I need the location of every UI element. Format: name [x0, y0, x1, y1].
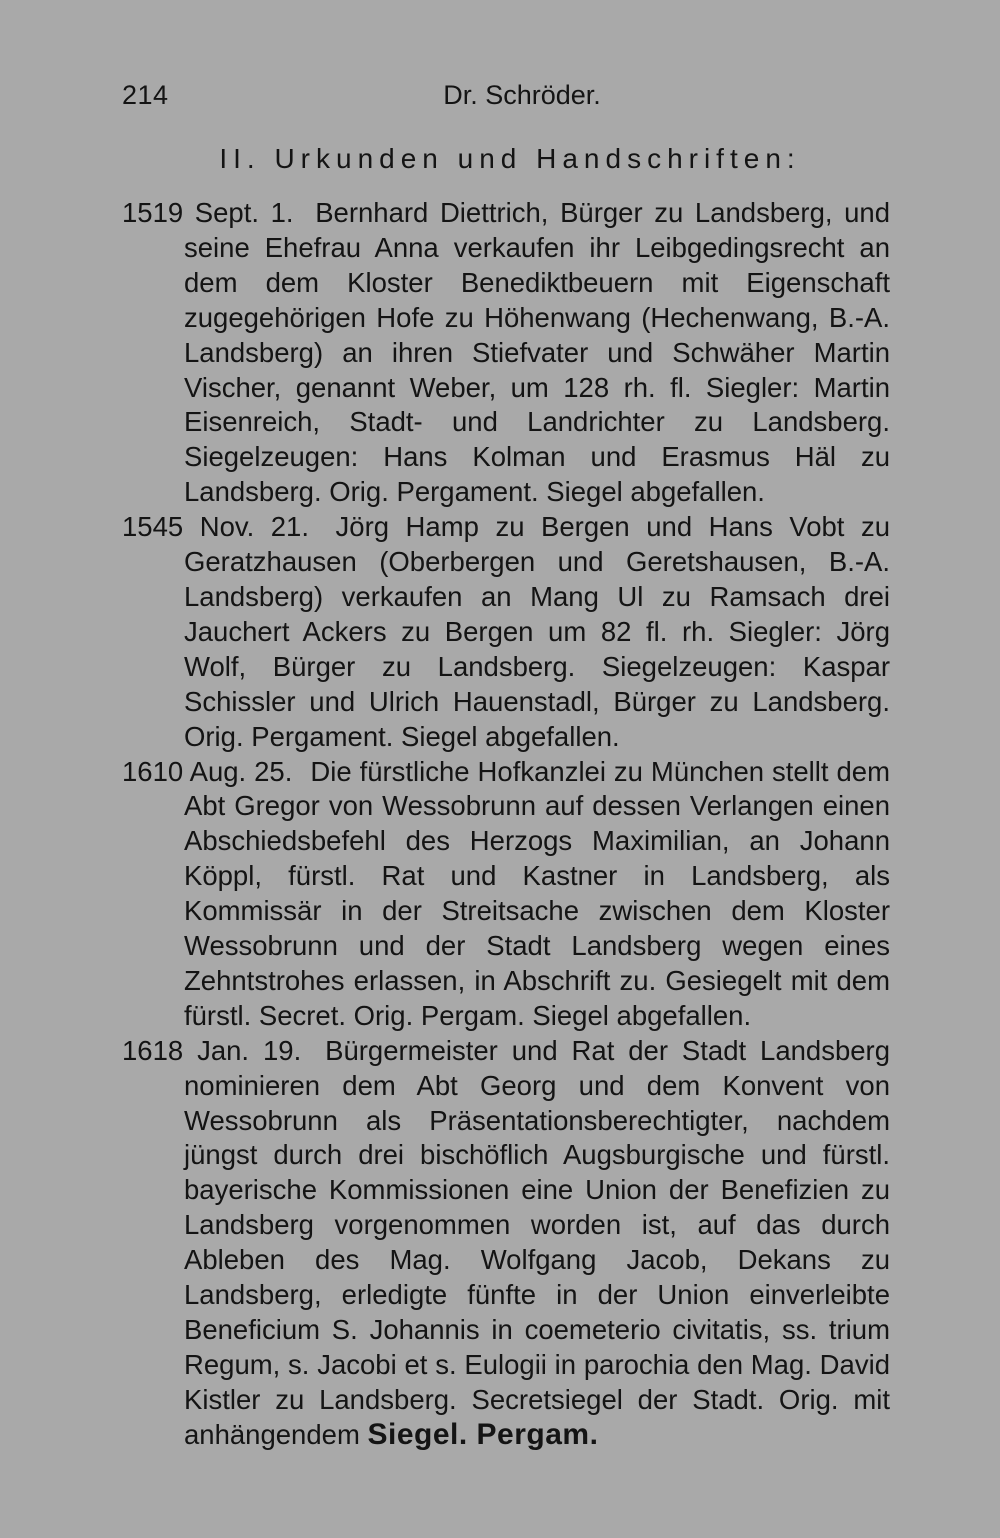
entry: [122, 196, 890, 510]
entry-date: 1610 Aug. 25.: [122, 755, 293, 787]
entry-date: 1545 Nov. 21.: [122, 511, 309, 543]
section-heading: II. Urkunden und Handschriften:: [219, 143, 801, 174]
running-head: Dr. Schröder.: [443, 80, 601, 110]
entry-text: Bernhard Diettrich, Bürger zu Landsberg, und seine Ehefrau Anna verkaufen ihr Leibgedingsrecht an dem dem Kloster Benediktbeuern mit Eigenschaft zugegehörigen Hofe zu Höhenwang (Hechenwang, B.-A. Landsberg) an ihren Stiefvater und Schwäher Martin Vischer, genannt Weber, um 128 rh. fl. Siegler: Martin Eisenreich, Stadt- und Landrichter zu Landsberg. Siegelzeugen: Hans Kolman und Erasmus Häl zu Landsberg. Orig. Pergament. Siegel abgefallen.: [184, 197, 891, 508]
entry: [122, 1034, 890, 1453]
entry: [122, 755, 890, 1034]
page-header: [122, 80, 892, 120]
entry-text: Bürgermeister und Rat der Stadt Landsberg nominieren dem Abt Georg und dem Konvent von Wessobrunn als Präsentationsberechtigter, nachdem jüngst durch drei bischöflich Augsburgische und fürstl. bayerische Kommissionen eine Union der Benefizien zu Landsberg vorgenommen worden ist, auf das durch Ableben des Mag. Wolfgang Jacob, Dekans zu Landsberg, erledigte fünfte in der Union einverleibte Beneficium S. Johannis in coemeterio civitatis, ss. trium Regum, s. Jacobi et s. Eulogii in parochia den Mag. David Kistler zu Landsberg. Secretsiegel der Stadt. Orig. mit anhängendem: [184, 1034, 891, 1450]
entry-bold-tail: Siegel. Pergam.: [367, 1417, 599, 1451]
entry-text: Die fürstliche Hofkanzlei zu München stellt dem Abt Gregor von Wessobrunn auf dessen Verlangen einen Abschiedsbefehl des Herzogs Maximilian, an Johann Köppl, fürstl. Rat und Kastner in Landsberg, als Kommissär in der Streitsache zwischen dem Kloster Wessobrunn und der Stadt Landsberg wegen eines Zehntstrohes erlassen, in Abschrift zu. Gesiegelt mit dem fürstl. Secret. Orig. Pergam. Siegel abgefallen.: [184, 755, 890, 1031]
entry-date: 1618 Jan. 19.: [122, 1034, 302, 1066]
entry-date: 1519 Sept. 1.: [122, 197, 294, 228]
page-number: 214: [122, 80, 169, 110]
entry-text: Jörg Hamp zu Bergen und Hans Vobt zu Geratzhausen (Oberbergen und Geretshausen, B.-A. Landsberg) verkaufen an Mang Ul zu Ramsach drei Jauchert Ackers zu Bergen um 82 fl. rh. Siegler: Jörg Wolf, Bürger zu Landsberg. Siegelzeugen: Kaspar Schissler und Ulrich Hauenstadl, Bürger zu Landsberg. Orig. Pergament. Siegel abgefallen.: [184, 511, 891, 752]
entry: [122, 510, 890, 754]
document-entries: [122, 196, 890, 1453]
